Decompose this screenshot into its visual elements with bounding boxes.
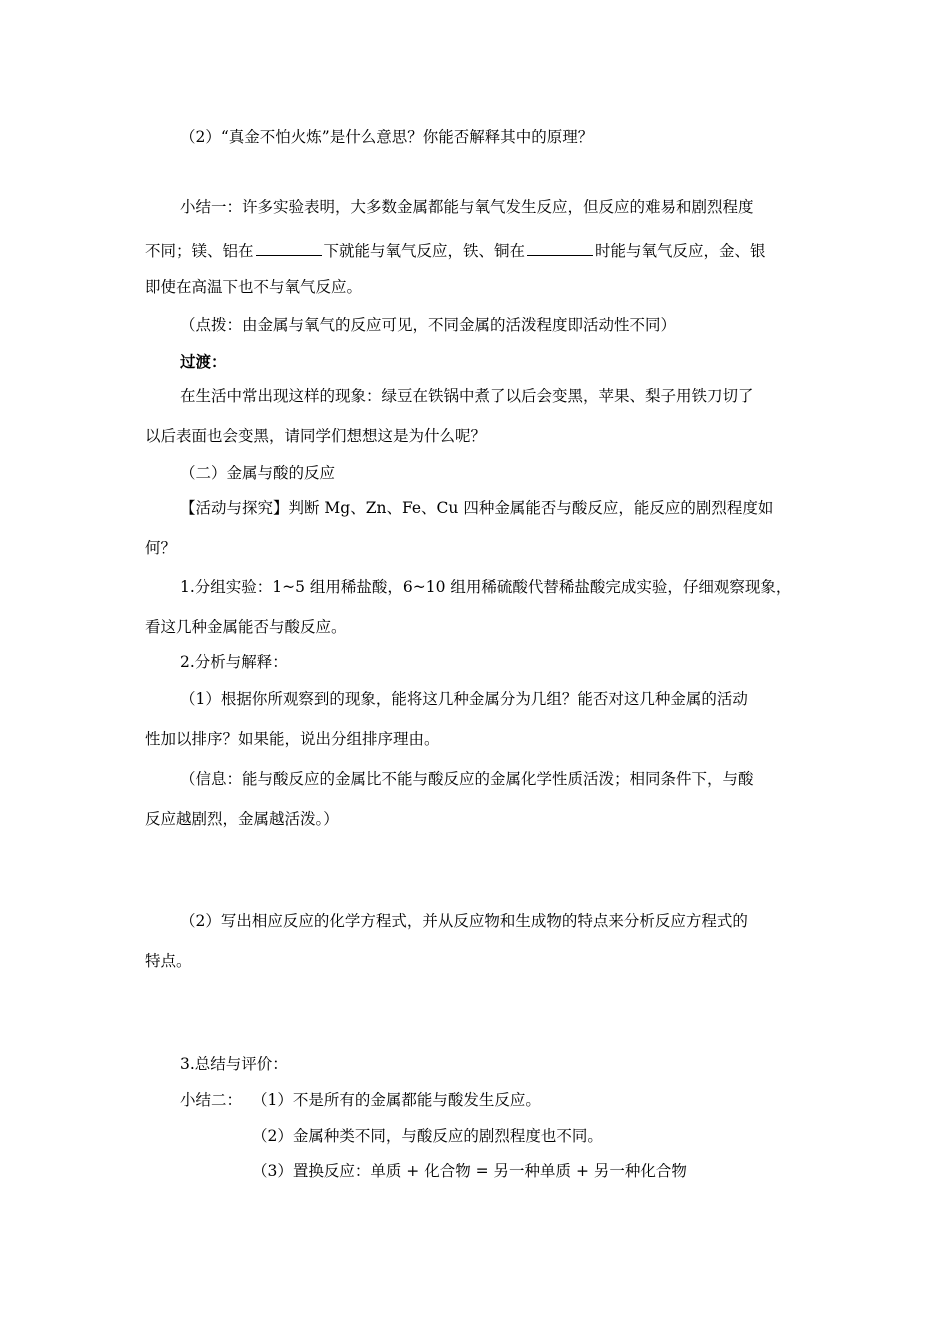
step2-title: 2.分析与解释： [180,653,288,671]
summary2-item3: （3）置换反应：单质 + 化合物 = 另一种单质 + 另一种化合物 [252,1162,687,1180]
transition-title: 过渡： [180,352,227,371]
analysis2-line2: 特点。 [145,952,192,970]
hint-text: （点拨：由金属与氧气的反应可见，不同金属的活泼程度即活动性不同） [180,316,677,334]
transition-line1: 在生活中常出现这样的现象：绿豆在铁锅中煮了以后会变黑，苹果、梨子用铁刀切了 [180,387,754,405]
step1-line1: 1.分组实验：1~5 组用稀盐酸，6~10 组用稀硫酸代替稀盐酸完成实验，仔细观察现象， [180,578,792,596]
fill-blank-2 [527,240,593,256]
question-2: （2）“真金不怕火炼”是什么意思？你能否解释其中的原理？ [180,128,594,146]
summary1-line3: 即使在高温下也不与氧气反应。 [145,278,363,296]
summary1-line2-part-c: 时能与氧气反应，金、银 [595,242,766,260]
summary2-item1: （1）不是所有的金属都能与酸发生反应。 [252,1091,541,1109]
summary2-label: 小结二： [180,1091,243,1109]
summary1-line1: 小结一：许多实验表明，大多数金属都能与氧气发生反应，但反应的难易和剧烈程度 [180,198,754,216]
summary1-line2 [145,240,766,260]
summary1-line2-part-a: 不同；镁、铝在 [145,242,254,260]
summary2-item2: （2）金属种类不同，与酸反应的剧烈程度也不同。 [252,1127,603,1145]
analysis1-line1: （1）根据你所观察到的现象，能将这几种金属分为几组？能否对这几种金属的活动 [180,690,748,708]
step3-title: 3.总结与评价： [180,1055,288,1073]
info-line1: （信息：能与酸反应的金属比不能与酸反应的金属化学性质活泼；相同条件下，与酸 [180,770,754,788]
activity-line2: 何？ [145,539,177,557]
transition-line2: 以后表面也会变黑，请同学们想想这是为什么呢？ [145,427,487,445]
summary1-line2-part-b: 下就能与氧气反应，铁、铜在 [323,242,526,260]
step1-line2: 看这几种金属能否与酸反应。 [145,618,347,636]
analysis1-line2: 性加以排序？如果能，说出分组排序理由。 [145,730,440,748]
fill-blank-1 [256,240,322,256]
analysis2-line1: （2）写出相应反应的化学方程式，并从反应物和生成物的特点来分析反应方程式的 [180,912,748,930]
activity-line1: 【活动与探究】判断 Mg、Zn、Fe、Cu 四种金属能否与酸反应，能反应的剧烈程度如 [180,499,774,517]
section-2-title: （二）金属与酸的反应 [180,464,336,482]
info-line2: 反应越剧烈，金属越活泼。） [145,810,339,828]
